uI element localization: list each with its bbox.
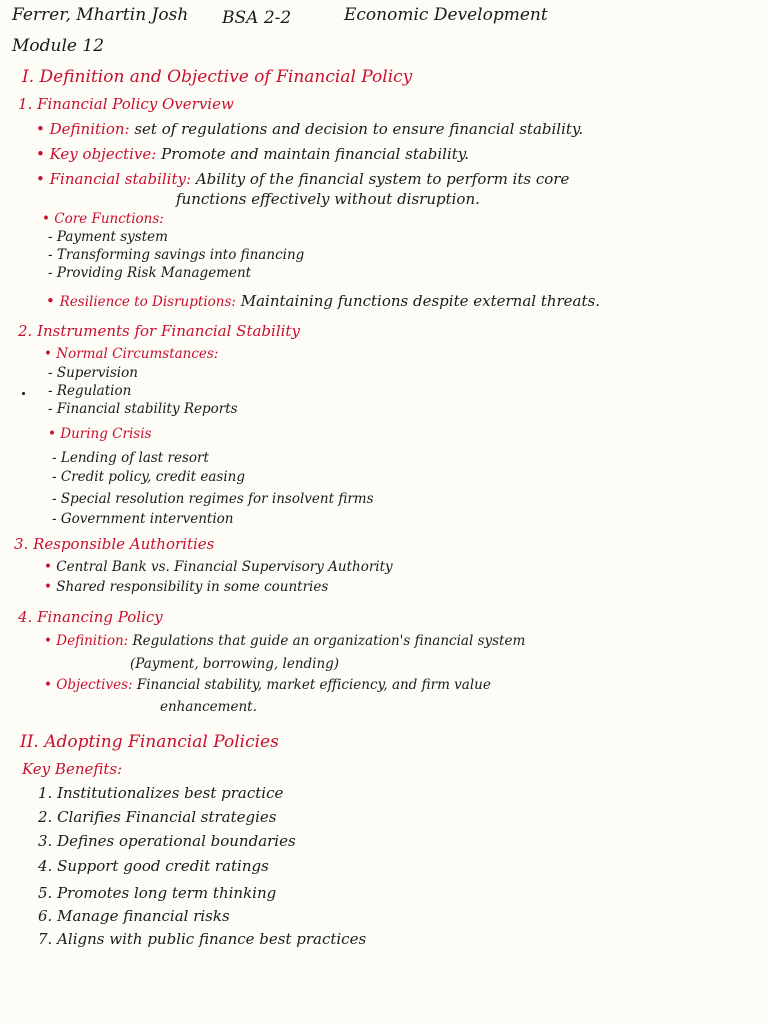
part2-title: II. Adopting Financial Policies [20, 732, 279, 752]
resilience-label: Resilience to Disruptions: [59, 294, 236, 310]
core-item: - Providing Risk Management [48, 265, 252, 281]
resilience-text: Maintaining functions despite external threats. [240, 292, 600, 310]
normal-item: - Financial stability Reports [48, 401, 238, 417]
section-label: BSA 2-2 [222, 8, 292, 28]
normal-item: - Regulation [48, 383, 132, 399]
definition-text: set of regulations and decision to ensure financial stability. [134, 120, 584, 138]
benefit-item: 7. Aligns with public finance best practices [38, 930, 367, 948]
financing-objectives-text-2: enhancement. [160, 699, 257, 715]
benefit-item: 6. Manage financial risks [38, 907, 230, 925]
section2-title: 2. Instruments for Financial Stability [18, 322, 300, 340]
benefit-item: 4. Support good credit ratings [38, 857, 269, 875]
financing-objectives-line: • Objectives: Financial stability, market efficiency, and firm value [44, 677, 491, 693]
stability-text-1: Ability of the financial system to perform its core [195, 170, 570, 188]
financing-definition-text-2: (Payment, borrowing, lending) [130, 656, 340, 672]
core-item: - Transforming savings into financing [48, 247, 305, 263]
definition-label: Definition: [49, 120, 130, 138]
objective-label: Key objective: [49, 145, 157, 163]
financing-definition-line: • Definition: Regulations that guide an organization's financial system [44, 633, 526, 649]
core-functions-label: • Core Functions: [42, 211, 164, 227]
crisis-label: • During Crisis [48, 426, 152, 442]
benefit-item: 5. Promotes long term thinking [38, 884, 277, 902]
authority-item: • Shared responsibility in some countries [44, 579, 329, 595]
part1-title: I. Definition and Objective of Financial Policy [22, 67, 413, 87]
module-label: Module 12 [12, 36, 105, 56]
definition-line: • Definition: set of regulations and decision to ensure financial stability. [36, 120, 584, 138]
crisis-item: - Credit policy, credit easing [52, 469, 245, 485]
section1-title: 1. Financial Policy Overview [18, 95, 234, 113]
financing-definition-label: Definition: [56, 633, 129, 649]
normal-item: - Supervision [48, 365, 138, 381]
course-title: Economic Development [344, 5, 548, 25]
normal-label: • Normal Circumstances: [44, 346, 219, 362]
key-benefits-label: Key Benefits: [22, 760, 123, 778]
core-item: - Payment system [48, 229, 168, 245]
crisis-item: - Lending of last resort [52, 450, 209, 466]
authority-item: • Central Bank vs. Financial Supervisory Authority [44, 559, 393, 575]
benefit-item: 2. Clarifies Financial strategies [38, 808, 277, 826]
stability-label: Financial stability: [49, 170, 192, 188]
crisis-item: - Government intervention [52, 511, 234, 527]
stability-text-2: functions effectively without disruption. [176, 190, 480, 208]
stray-dot [22, 392, 25, 395]
section4-title: 4. Financing Policy [18, 608, 163, 626]
financing-objectives-text: Financial stability, market efficiency, and firm value [136, 677, 491, 693]
objective-line: • Key objective: Promote and maintain financial stability. [36, 145, 470, 163]
benefit-item: 1. Institutionalizes best practice [38, 784, 284, 802]
resilience-line: • Resilience to Disruptions: Maintaining functions despite external threats. [46, 292, 600, 310]
crisis-item: - Special resolution regimes for insolvent firms [52, 491, 374, 507]
section3-title: 3. Responsible Authorities [14, 535, 215, 553]
stability-line: • Financial stability: Ability of the financial system to perform its core [36, 170, 570, 188]
financing-objectives-label: Objectives: [56, 677, 133, 693]
benefit-item: 3. Defines operational boundaries [38, 832, 296, 850]
objective-text: Promote and maintain financial stability. [161, 145, 470, 163]
financing-definition-text: Regulations that guide an organization's financial system [132, 633, 526, 649]
student-name: Ferrer, Mhartin Josh [12, 5, 189, 25]
